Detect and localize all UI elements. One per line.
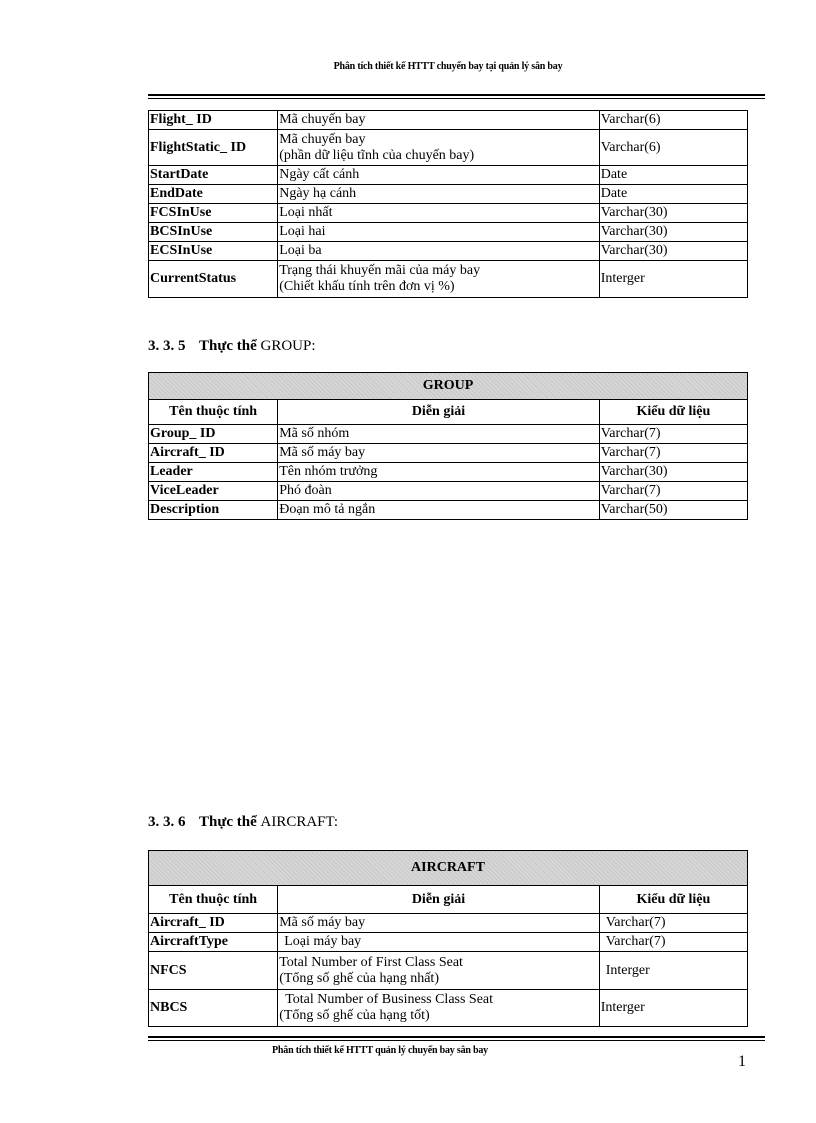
table-row [149, 130, 748, 166]
desc-cell: Loại hai [278, 223, 600, 242]
col-header-attr: Tên thuộc tính [149, 886, 278, 914]
flight-table [148, 110, 748, 298]
attr-cell: FlightStatic_ ID [149, 130, 278, 166]
table-row [149, 444, 748, 463]
section-word: Thực thể [198, 338, 257, 354]
table-row [149, 242, 748, 261]
desc-cell [278, 990, 600, 1027]
footer-rule [148, 1036, 765, 1041]
attr-cell: Description [149, 501, 278, 520]
desc-cell: Mã số máy bay [278, 444, 600, 463]
table-row [149, 166, 748, 185]
desc-line: Trạng thái khuyến mãi của máy bay [279, 263, 481, 278]
type-cell: Varchar(7) [599, 482, 747, 501]
desc-cell: Đoạn mô tả ngắn [278, 501, 600, 520]
type-cell: Varchar(30) [599, 242, 747, 261]
section-entity: GROUP: [260, 338, 316, 354]
desc-cell: Ngày hạ cánh [278, 185, 600, 204]
attr-cell: ECSInUse [149, 242, 278, 261]
page-header: Phân tích thiết kế HTTT chuyến bay tại quản lý sân bay [333, 61, 563, 72]
type-cell: Varchar(30) [599, 223, 747, 242]
type-cell: Varchar(7) [599, 914, 747, 933]
desc-cell: Mã số nhóm [278, 425, 600, 444]
type-cell: Varchar(7) [599, 425, 747, 444]
attr-cell: Leader [149, 463, 278, 482]
table-row [149, 933, 748, 952]
attr-cell: AircraftType [149, 933, 278, 952]
desc-line: Total Number of First Class Seat [279, 954, 463, 970]
table-row [149, 501, 748, 520]
col-header-type: Kiểu dữ liệu [599, 886, 747, 914]
attr-cell: StartDate [149, 166, 278, 185]
attr-cell: Aircraft_ ID [149, 914, 278, 933]
attr-cell: Aircraft_ ID [149, 444, 278, 463]
desc-line: (phần dữ liệu tĩnh của chuyến bay) [279, 147, 475, 163]
group-table [148, 372, 748, 520]
page-footer: Phân tích thiết kế HTTT quản lý chuyến bay sân bay [272, 1045, 488, 1056]
attr-cell: Flight_ ID [149, 111, 278, 130]
page-number: 1 [738, 1053, 746, 1070]
col-header-desc: Diễn giải [278, 886, 600, 914]
table-row [149, 990, 748, 1027]
desc-cell [278, 130, 600, 166]
desc-cell: Tên nhóm trưởng [278, 463, 600, 482]
type-cell: Date [599, 166, 747, 185]
attr-cell: Group_ ID [149, 425, 278, 444]
table-row [149, 952, 748, 990]
table-row [149, 261, 748, 298]
type-cell: Date [599, 185, 747, 204]
desc-cell: Phó đoàn [278, 482, 600, 501]
col-header-attr: Tên thuộc tính [149, 400, 278, 425]
table-row [149, 914, 748, 933]
type-cell: Interger [599, 261, 747, 298]
attr-cell: NBCS [149, 990, 278, 1027]
section-entity: AIRCRAFT: [260, 814, 339, 830]
attr-cell: ViceLeader [149, 482, 278, 501]
desc-line: (Chiết khấu tính trên đơn vị %) [279, 279, 455, 294]
type-cell: Varchar(30) [599, 463, 747, 482]
header-rule [148, 94, 765, 99]
section-heading-aircraft [148, 814, 338, 831]
type-cell: Varchar(6) [599, 111, 747, 130]
desc-cell: Ngày cất cánh [278, 166, 600, 185]
type-cell: Varchar(30) [599, 204, 747, 223]
table-row [149, 425, 748, 444]
attr-cell: FCSInUse [149, 204, 278, 223]
col-header-desc: Diễn giải [278, 400, 600, 425]
desc-line: (Tổng số ghế của hạng nhất) [279, 970, 439, 986]
table-title: AIRCRAFT [149, 851, 748, 886]
desc-line: Mã chuyến bay [279, 131, 366, 147]
type-cell: Interger [599, 990, 747, 1027]
type-cell: Varchar(50) [599, 501, 747, 520]
section-heading-group [148, 338, 316, 355]
section-number: 3. 3. 5 [148, 338, 186, 354]
desc-cell: Loại máy bay [278, 933, 600, 952]
attr-cell: BCSInUse [149, 223, 278, 242]
section-word: Thực thể [198, 814, 257, 830]
aircraft-table [148, 850, 748, 1027]
desc-cell: Mã chuyến bay [278, 111, 600, 130]
col-header-type: Kiểu dữ liệu [599, 400, 747, 425]
table-title: GROUP [149, 373, 748, 400]
type-cell: Varchar(7) [599, 933, 747, 952]
table-row [149, 185, 748, 204]
desc-cell [278, 952, 600, 990]
table-row [149, 223, 748, 242]
desc-cell: Loại nhất [278, 204, 600, 223]
table-row [149, 204, 748, 223]
type-cell: Varchar(7) [599, 444, 747, 463]
attr-cell: EndDate [149, 185, 278, 204]
desc-cell [278, 261, 600, 298]
desc-line: Total Number of Business Class Seat [285, 992, 494, 1007]
type-cell: Interger [599, 952, 747, 990]
desc-cell: Loại ba [278, 242, 600, 261]
attr-cell: NFCS [149, 952, 278, 990]
table-row [149, 463, 748, 482]
type-cell: Varchar(6) [599, 130, 747, 166]
section-number: 3. 3. 6 [148, 814, 186, 830]
desc-line: (Tổng số ghế của hạng tốt) [279, 1008, 430, 1023]
attr-cell: CurrentStatus [149, 261, 278, 298]
desc-cell: Mã số máy bay [278, 914, 600, 933]
table-row [149, 482, 748, 501]
table-row [149, 111, 748, 130]
